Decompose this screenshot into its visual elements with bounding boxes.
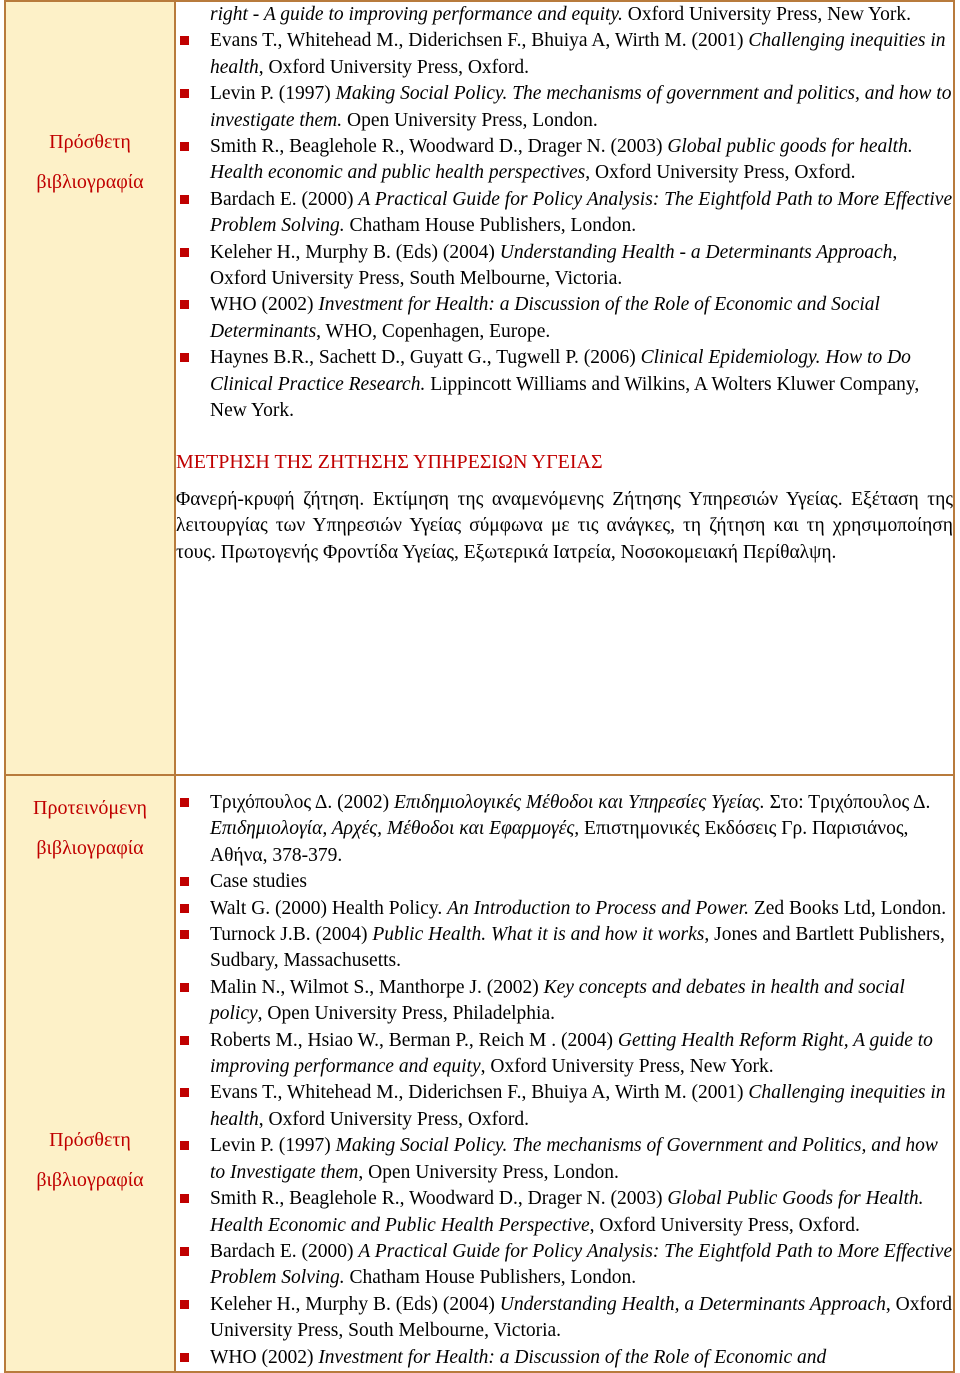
- reference-title: Key concepts and debates in health and social policy: [210, 976, 905, 1025]
- reference-title: Making Social Policy. The mechanisms of government and politics, and how to investigate them.: [210, 83, 952, 131]
- reference-text: , Oxford University Press, Oxford.: [585, 162, 856, 184]
- reference-title: Investment for Health: a Discussion of the Role of Economic and: [318, 1346, 827, 1368]
- label-line: βιβλιογραφία: [36, 171, 144, 193]
- reference-title: Getting Health Reform Right, A guide to improving performance and equity: [210, 1029, 933, 1078]
- reference-item: [176, 1133, 953, 1186]
- label-line: Πρόσθετη: [49, 1129, 131, 1151]
- label-line: βιβλιογραφία: [36, 1169, 144, 1191]
- square-bullet-icon: [180, 1194, 189, 1203]
- row-content-additional-bibliography: [175, 1, 954, 775]
- square-bullet-icon: [180, 1353, 189, 1362]
- reference-item: [176, 790, 953, 869]
- label-line: Πρόσθετη: [49, 131, 131, 153]
- reference-title: Making Social Policy. The mechanisms of Government and Politics, and how to Investigate them: [210, 1135, 938, 1183]
- reference-text: Malin N., Wilmot S., Manthorpe J. (2002): [210, 976, 544, 998]
- reference-title: Public Health. What it is and how it works: [372, 924, 705, 946]
- reference-text: Walt G. (2000) Health Policy.: [210, 897, 448, 919]
- reference-text: Roberts M., Hsiao W., Berman P., Reich M . (2004): [210, 1029, 618, 1051]
- course-outline-table: [4, 0, 955, 1373]
- square-bullet-icon: [180, 36, 189, 45]
- reference-text: , Oxford University Press, Oxford.: [589, 1214, 860, 1236]
- reference-text: Chatham House Publishers, London.: [344, 215, 637, 237]
- reference-text: WHO (2002): [210, 294, 319, 316]
- reference-text: Oxford University Press, New York.: [622, 4, 912, 25]
- reference-item: [176, 1292, 953, 1345]
- reference-title: An Introduction to Process and Power.: [447, 897, 749, 919]
- row-label-recommended-bibliography: [5, 775, 175, 1372]
- reference-item: [176, 81, 953, 134]
- reference-text: , Open University Press, Philadelphia.: [257, 1003, 555, 1025]
- table-row-recommended-bibliography: [5, 775, 954, 1372]
- reference-text: , Oxford University Press, South Melbourne, Victoria.: [210, 1293, 952, 1342]
- reference-text: , Oxford University Press, South Melbourne, Victoria.: [210, 241, 898, 290]
- reference-title: Challenging inequities in health: [210, 1082, 946, 1130]
- reference-text: , Open University Press, London.: [358, 1161, 619, 1183]
- reference-title: A Practical Guide for Policy Analysis: The Eightfold Path to More Effective Problem Solving.: [210, 1240, 953, 1289]
- reference-item: [176, 1239, 953, 1292]
- square-bullet-icon: [180, 142, 189, 151]
- reference-text: Open University Press, London.: [342, 109, 598, 131]
- reference-item: [176, 292, 953, 345]
- reference-item: [176, 896, 953, 922]
- reference-text: Στο: Τριχόπουλος Δ.: [764, 792, 931, 813]
- reference-text: Turnock J.B. (2004): [210, 924, 373, 946]
- square-bullet-icon: [180, 300, 189, 309]
- reference-item: [176, 869, 953, 895]
- reference-text: , Oxford University Press, New York.: [480, 1056, 774, 1078]
- label-line: Προτεινόμενη: [33, 797, 147, 819]
- reference-text: Lippincott Williams and Wilkins, A Wolters Kluwer Company, New York.: [210, 373, 920, 422]
- reference-item: [176, 187, 953, 240]
- reference-item: [176, 922, 953, 975]
- reference-text: Bardach E. (2000): [210, 1240, 359, 1262]
- label-line: βιβλιογραφία: [36, 837, 144, 859]
- reference-text: , Oxford University Press, Oxford.: [258, 1108, 530, 1130]
- reference-text: Επιστημονικές Εκδόσεις Γρ. Παρισιάνος, Αθήνα, 378-379.: [210, 818, 909, 866]
- reference-item: [176, 975, 953, 1028]
- reference-text: Chatham House Publishers, London.: [344, 1267, 637, 1289]
- reference-title: Clinical Epidemiology. How to Do Clinical Practice Research.: [210, 347, 911, 395]
- reference-text: , Jones and Bartlett Publishers, Sudbary, Massachusetts.: [210, 924, 945, 972]
- square-bullet-icon: [180, 1247, 189, 1256]
- reference-title: A Practical Guide for Policy Analysis: The Eightfold Path to More Effective Problem Solving.: [210, 188, 953, 237]
- square-bullet-icon: [180, 1300, 189, 1309]
- reference-text: Evans T., Whitehead M., Diderichsen F., Bhuiya A, Wirth M. (2001): [210, 1082, 749, 1104]
- reference-title: Επιδημιολογικές Μέθοδοι και Υπηρεσίες Υγείας.: [394, 792, 765, 813]
- reference-text: Keleher H., Murphy B. (Eds) (2004): [210, 1293, 500, 1315]
- square-bullet-icon: [180, 353, 189, 362]
- reference-text: Levin P. (1997): [210, 1135, 336, 1157]
- reference-title: Επιδημιολογία, Αρχές, Μέθοδοι και Εφαρμογές,: [210, 818, 580, 840]
- reference-text: Levin P. (1997): [210, 83, 336, 105]
- square-bullet-icon: [180, 1088, 189, 1097]
- reference-list: [176, 790, 953, 1371]
- reference-text: Τριχόπουλος Δ. (2002): [210, 792, 394, 813]
- reference-item: [176, 1186, 953, 1239]
- reference-text: , WHO, Copenhagen, Europe.: [316, 320, 551, 342]
- reference-text: Evans T., Whitehead M., Diderichsen F., Bhuiya A, Wirth M. (2001): [210, 30, 749, 52]
- reference-item: [176, 134, 953, 187]
- reference-list: [176, 2, 953, 28]
- reference-title: Investment for Health: a Discussion of the Role of Economic and Social Determinants: [210, 294, 880, 342]
- section-heading: ΜΕΤΡΗΣΗ ΤΗΣ ΖΗΤΗΣΗΣ ΥΠΗΡΕΣΙΩΝ ΥΓΕΙΑΣ: [176, 450, 603, 473]
- reference-text: Keleher H., Murphy B. (Eds) (2004): [210, 241, 500, 263]
- reference-title: Understanding Health, a Determinants Approach: [499, 1293, 886, 1315]
- reference-text: Haynes B.R., Sachett D., Guyatt G., Tugwell P. (2006): [210, 347, 641, 369]
- reference-text: Zed Books Ltd, London.: [748, 897, 947, 919]
- square-bullet-icon: [180, 1141, 189, 1150]
- reference-text: Smith R., Beaglehole R., Woodward D., Drager N. (2003): [210, 136, 668, 158]
- reference-list: [176, 28, 953, 424]
- reference-text: Case studies: [210, 871, 307, 893]
- reference-text: WHO (2002): [210, 1346, 319, 1368]
- reference-continuation: [176, 2, 953, 28]
- square-bullet-icon: [180, 798, 189, 807]
- reference-item: [176, 345, 953, 424]
- reference-title: right - A guide to improving performance and equity.: [210, 4, 623, 25]
- square-bullet-icon: [180, 248, 189, 257]
- square-bullet-icon: [180, 983, 189, 992]
- reference-item: [176, 1080, 953, 1133]
- reference-title: Global Public Goods for Health. Health Economic and Public Health Perspective: [210, 1188, 924, 1236]
- square-bullet-icon: [180, 89, 189, 98]
- square-bullet-icon: [180, 195, 189, 204]
- reference-item: [176, 28, 953, 81]
- reference-text: Bardach E. (2000): [210, 188, 359, 210]
- reference-item: [176, 1345, 953, 1371]
- reference-title: Understanding Health - a Determinants Approach: [499, 241, 893, 263]
- reference-text: Smith R., Beaglehole R., Woodward D., Drager N. (2003): [210, 1188, 668, 1210]
- reference-item: [176, 240, 953, 293]
- square-bullet-icon: [180, 877, 189, 886]
- reference-item: [176, 1028, 953, 1081]
- table-row-additional-bibliography: [5, 1, 954, 775]
- reference-title: Challenging inequities in health: [210, 30, 946, 78]
- row-content-recommended-bibliography: [175, 775, 954, 1372]
- label-spacer: [6, 868, 174, 1120]
- reference-text: , Oxford University Press, Oxford.: [258, 56, 530, 78]
- square-bullet-icon: [180, 1036, 189, 1045]
- square-bullet-icon: [180, 930, 189, 939]
- square-bullet-icon: [180, 904, 189, 913]
- section-paragraph: Φανερή-κρυφή ζήτηση. Εκτίμηση της αναμενόμενης Ζήτησης Υπηρεσιών Υγείας. Εξέταση της λειτουργίας των Υπηρεσιών Υγείας σύμφωνα με τις ανάγκες, τη ζήτηση και τη χρησιμοποίηση τους. Πρωτογενής Φροντίδα Υγείας, Εξωτερικά Ιατρεία, Νοσοκομειακή Περίθαλψη.: [176, 488, 953, 563]
- row-label-additional-bibliography: [5, 1, 175, 775]
- reference-title: Global public goods for health. Health economic and public health perspectives: [210, 136, 913, 184]
